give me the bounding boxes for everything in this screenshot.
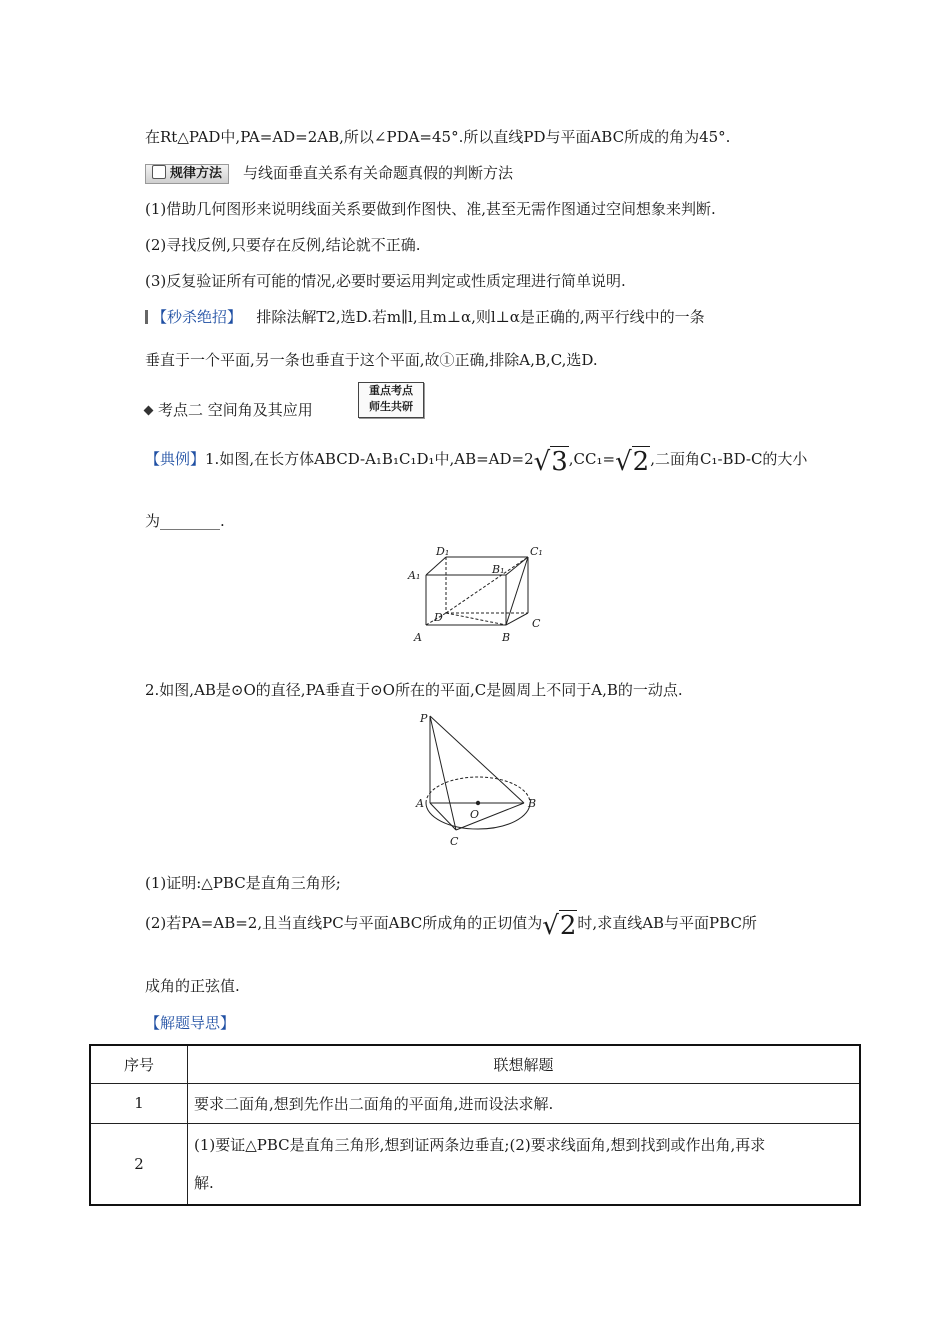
center-point: [476, 801, 480, 805]
method-badge-label: 规律方法: [170, 166, 223, 181]
method-title: 与线面垂直关系有关命题真假的判断方法: [243, 164, 514, 182]
q1-part1: 1.如图,在长方体ABCD-A₁B₁C₁D₁中,AB=AD=2: [205, 450, 534, 468]
example-q2: 2.如图,AB是⊙O的直径,PA垂直于⊙O所在的平面,C是圆周上不同于A,B的一动点.: [145, 681, 683, 699]
q1-line2: 为________.: [145, 512, 225, 530]
cube-edge: [426, 557, 446, 575]
line-pc: [430, 716, 456, 830]
trick-paragraph: [145, 306, 705, 328]
table-header-row: [90, 1045, 860, 1083]
stamp-line-2: 师生共研: [369, 400, 413, 413]
circle-back-arc: [426, 777, 530, 803]
label-a-circle: A: [416, 797, 424, 810]
method-badge: [145, 164, 229, 184]
row-2-text: [188, 1123, 861, 1205]
line-bc: [456, 803, 524, 830]
row-2-text-line-2: 解.: [194, 1173, 214, 1192]
sqrt-2-b: √2: [542, 911, 577, 941]
q2-sub2-line2: 成角的正弦值.: [145, 977, 240, 995]
line-db: [446, 613, 506, 625]
diamond-icon: [144, 406, 154, 416]
stamp-line-1: 重点考点: [369, 384, 413, 397]
line-pb: [430, 716, 524, 803]
section-heading: [145, 399, 313, 421]
trick-bar-icon: [145, 310, 148, 324]
label-c: C: [532, 617, 541, 630]
method-item-3: (3)反复验证所有可能的情况,必要时要运用判定或性质定理进行简单说明.: [145, 272, 626, 290]
method-item-2: (2)寻找反例,只要存在反例,结论就不正确.: [145, 236, 421, 254]
table-row: [90, 1123, 860, 1205]
label-b-circle: B: [528, 797, 537, 810]
sqrt-2-b-radicand: 2: [559, 911, 577, 941]
label-p: P: [420, 712, 428, 725]
header-text: 联想解题: [188, 1045, 861, 1083]
trick-line-2: 垂直于一个平面,另一条也垂直于这个平面,故①正确,排除A,B,C,选D.: [145, 351, 598, 369]
sqrt-2-radicand: 2: [632, 447, 650, 477]
label-c-circle: C: [450, 835, 459, 848]
method-heading: [145, 162, 513, 184]
q2-sub2-part1: (2)若PA=AB=2,且当直线PC与平面ABC所成角的正切值为: [145, 914, 543, 932]
label-o: O: [470, 808, 480, 821]
q1-part2: ,CC₁=: [568, 450, 616, 468]
sqrt-3-radicand: 3: [551, 447, 568, 477]
line-dc1: [446, 557, 528, 613]
section-stamp: [358, 382, 424, 418]
sqrt-3: √3: [533, 447, 568, 477]
example-label: 【典例】: [145, 450, 206, 468]
paragraph-conclusion: 在Rt△PAD中,PA=AD=2AB,所以∠PDA=45°.所以直线PD与平面ABC所成的角为45°.: [145, 128, 731, 146]
row-1-text: 要求二面角,想到先作出二面角的平面角,进而设法求解.: [188, 1083, 861, 1123]
q2-sub2-part2: 时,求直线AB与平面PBC所: [577, 914, 757, 932]
label-d1: D₁: [436, 545, 450, 558]
row-2-text-line-1: (1)要证△PBC是直角三角形,想到证两条边垂直;(2)要求线面角,想到找到或作出角,再求: [194, 1135, 766, 1154]
circle-figure: [410, 708, 550, 853]
label-c1: C₁: [530, 545, 543, 558]
label-b1: B₁: [492, 563, 505, 576]
section-title: 考点二 空间角及其应用: [158, 401, 313, 419]
label-a1: A₁: [408, 569, 421, 582]
q2-sub2: [145, 911, 757, 941]
guide-label: 【解题导思】: [145, 1014, 236, 1032]
method-badge-icon: [152, 165, 166, 179]
trick-label: 【秒杀绝招】: [152, 308, 243, 326]
label-d: D: [434, 611, 443, 624]
method-item-1: (1)借助几何图形来说明线面关系要做到作图快、准,甚至无需作图通过空间想象来判断.: [145, 200, 716, 218]
row-2-num: 2: [90, 1123, 188, 1205]
row-1-num: 1: [90, 1083, 188, 1123]
cuboid-figure: [400, 545, 560, 665]
example-q1: [145, 447, 808, 477]
trick-line-1: 排除法解T2,选D.若m∥l,且m⊥α,则l⊥α是正确的,两平行线中的一条: [256, 308, 705, 326]
label-b: B: [502, 631, 511, 644]
label-a: A: [414, 631, 422, 644]
q1-part3: ,二面角C₁-BD-C的大小: [650, 450, 808, 468]
guide-table: [89, 1044, 861, 1206]
sqrt-2: √2: [615, 447, 650, 477]
header-num: 序号: [90, 1045, 188, 1083]
q2-sub1: (1)证明:△PBC是直角三角形;: [145, 874, 341, 892]
table-row: [90, 1083, 860, 1123]
